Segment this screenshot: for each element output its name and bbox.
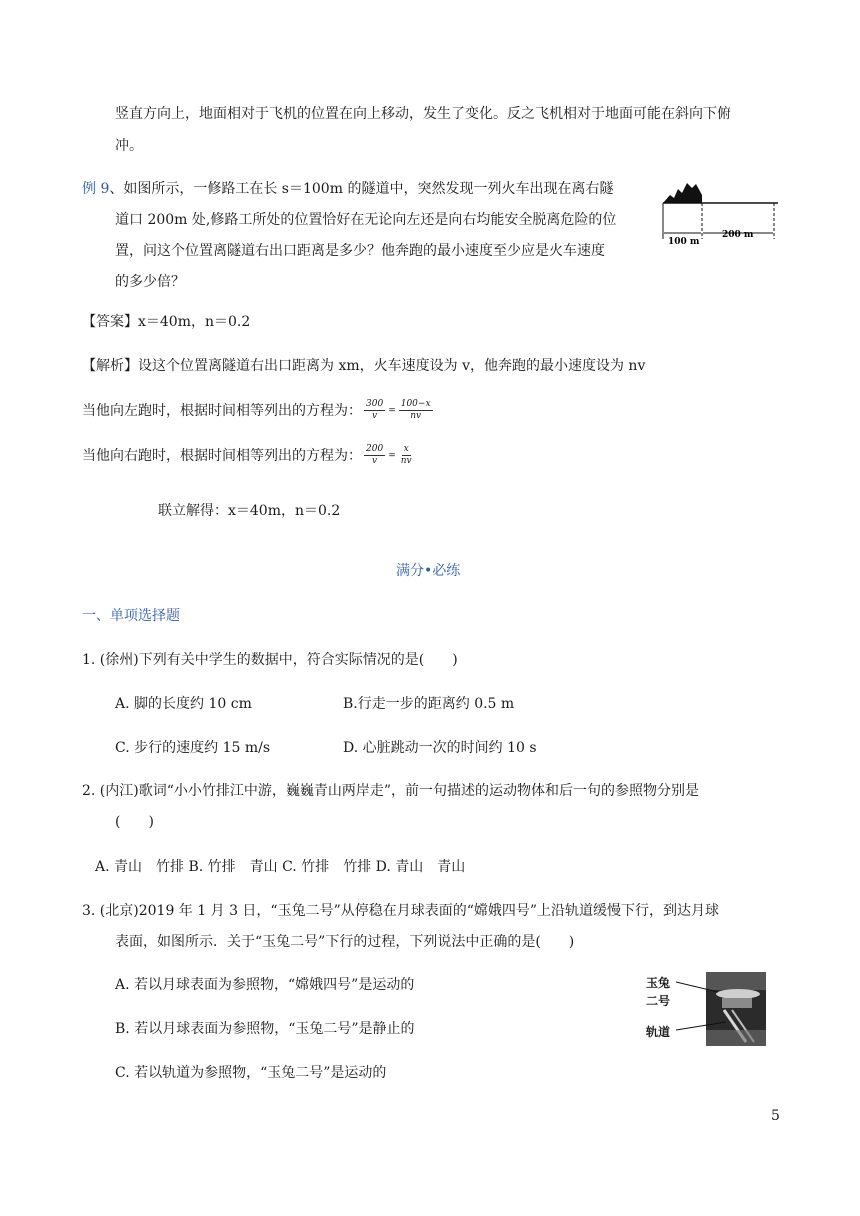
- section-heading-single-choice: 一、单项选择题: [82, 608, 180, 624]
- question-1-option-c[interactable]: C. 步行的速度约 15 m/s: [115, 740, 271, 756]
- example-9-line-2: 道口 200m 处,修路工所处的位置恰好在无论向左还是向右均能安全脱离危险的位: [115, 212, 617, 228]
- photo-sky-gradient: [706, 972, 766, 990]
- fraction-x-nv: [399, 444, 414, 467]
- lunar-rover-figure: [640, 970, 768, 1050]
- left-run-text: 当他向左跑时，根据时间相等列出的方程为：: [82, 402, 362, 419]
- fraction-denominator: v: [372, 456, 378, 466]
- rover-label-2: 二号: [646, 994, 671, 1008]
- example-9-line-3: 置，问这个位置离隧道右出口距离是多少？他奔跑的最小速度至少应是火车速度: [115, 243, 605, 259]
- answer-tag: 【答案】: [82, 314, 138, 330]
- fraction-denominator: nv: [410, 411, 422, 421]
- rover-photo: [676, 970, 768, 1048]
- intro-line-2: 冲。: [115, 138, 143, 154]
- mountain-shape: [663, 183, 702, 203]
- question-3-option-a[interactable]: A. 若以月球表面为参照物，“嫦娥四号”是运动的: [115, 977, 415, 993]
- analysis-text: 设这个位置离隧道右出口距离为 xm，火车速度设为 v，他奔跑的最小速度设为 nv: [138, 358, 646, 374]
- fraction-200-v: [364, 444, 385, 467]
- answer-line: [82, 311, 250, 333]
- question-3-option-b[interactable]: B. 若以月球表面为参照物，“玉兔二号”是静止的: [115, 1021, 415, 1037]
- lunar-surface: [706, 1030, 766, 1046]
- fraction-numerator: 100−x: [400, 399, 431, 409]
- equals-sign: =: [388, 405, 396, 416]
- question-2-options[interactable]: A. 青山 竹排 B. 竹排 青山 C. 竹排 竹排 D. 青山 青山: [95, 859, 466, 875]
- fraction-denominator: v: [372, 411, 378, 421]
- example-label: 例 9: [82, 181, 110, 197]
- fraction-300-v: [364, 399, 385, 422]
- example-9-text-1: 、如图所示，一修路工在长 s＝100m 的隧道中，突然发现一列火车出现在离右隧: [109, 181, 614, 197]
- analysis-tag: 【解析】: [82, 358, 138, 374]
- question-1-stem: 1. (徐州)下列有关中学生的数据中，符合实际情况的是( ): [82, 652, 458, 668]
- question-1-option-a[interactable]: A. 脚的长度约 10 cm: [115, 696, 252, 712]
- analysis-line: [82, 355, 645, 377]
- right-run-text: 当他向右跑时，根据时间相等列出的方程为：: [82, 447, 362, 464]
- question-3-stem-2: 表面，如图所示．关于“玉兔二号”下行的过程，下列说法中正确的是( ): [115, 934, 575, 950]
- question-1-option-b[interactable]: B.行走一步的距离约 0.5 m: [343, 696, 515, 712]
- question-1-option-d[interactable]: D. 心脏跳动一次的时间约 10 s: [343, 740, 537, 756]
- solve-line: 联立解得：x＝40m，n＝0.2: [158, 503, 341, 519]
- fraction-numerator: x: [403, 444, 409, 454]
- example-9-line-4: 的多少倍？: [115, 274, 185, 290]
- equals-sign: =: [388, 450, 396, 461]
- intro-line-1: 竖直方向上，地面相对于飞机的位置在向上移动，发生了变化。反之飞机相对于地面可能在斜向下俯: [115, 106, 731, 122]
- tunnel-diagram: [660, 175, 780, 250]
- rover-body: [716, 989, 760, 999]
- fraction-numerator: 200: [366, 444, 384, 454]
- left-distance-label: 100 m: [668, 237, 700, 247]
- question-2-paren: ( ): [115, 814, 154, 830]
- fraction-denominator: nv: [400, 456, 412, 466]
- fraction-100-x-nv: [399, 399, 433, 422]
- equation-right-run: [82, 444, 416, 467]
- fraction-numerator: 300: [366, 399, 384, 409]
- rover-label-1: 玉兔: [646, 976, 671, 990]
- answer-text: x＝40m，n＝0.2: [138, 314, 251, 330]
- question-3-option-c[interactable]: C. 若以轨道为参照物，“玉兔二号”是运动的: [115, 1065, 387, 1081]
- tunnel-figure: [660, 175, 780, 250]
- rover-platform: [722, 998, 752, 1008]
- page-number: 5: [771, 1108, 780, 1124]
- section-title: 满分•必练: [396, 563, 461, 579]
- right-distance-label: 200 m: [722, 230, 754, 240]
- example-9-line-1: [82, 178, 613, 200]
- question-2-stem: 2. (内江)歌词“小小竹排江中游，巍巍青山两岸走”，前一句描述的运动物体和后一句的参照物分别是: [82, 783, 700, 799]
- question-3-stem-1: 3. (北京)2019 年 1 月 3 日，“玉兔二号”从停稳在月球表面的“嫦娥四号”上沿轨道缓慢下行，到达月球: [82, 903, 720, 919]
- track-label: 轨道: [646, 1025, 671, 1039]
- equation-left-run: [82, 399, 435, 422]
